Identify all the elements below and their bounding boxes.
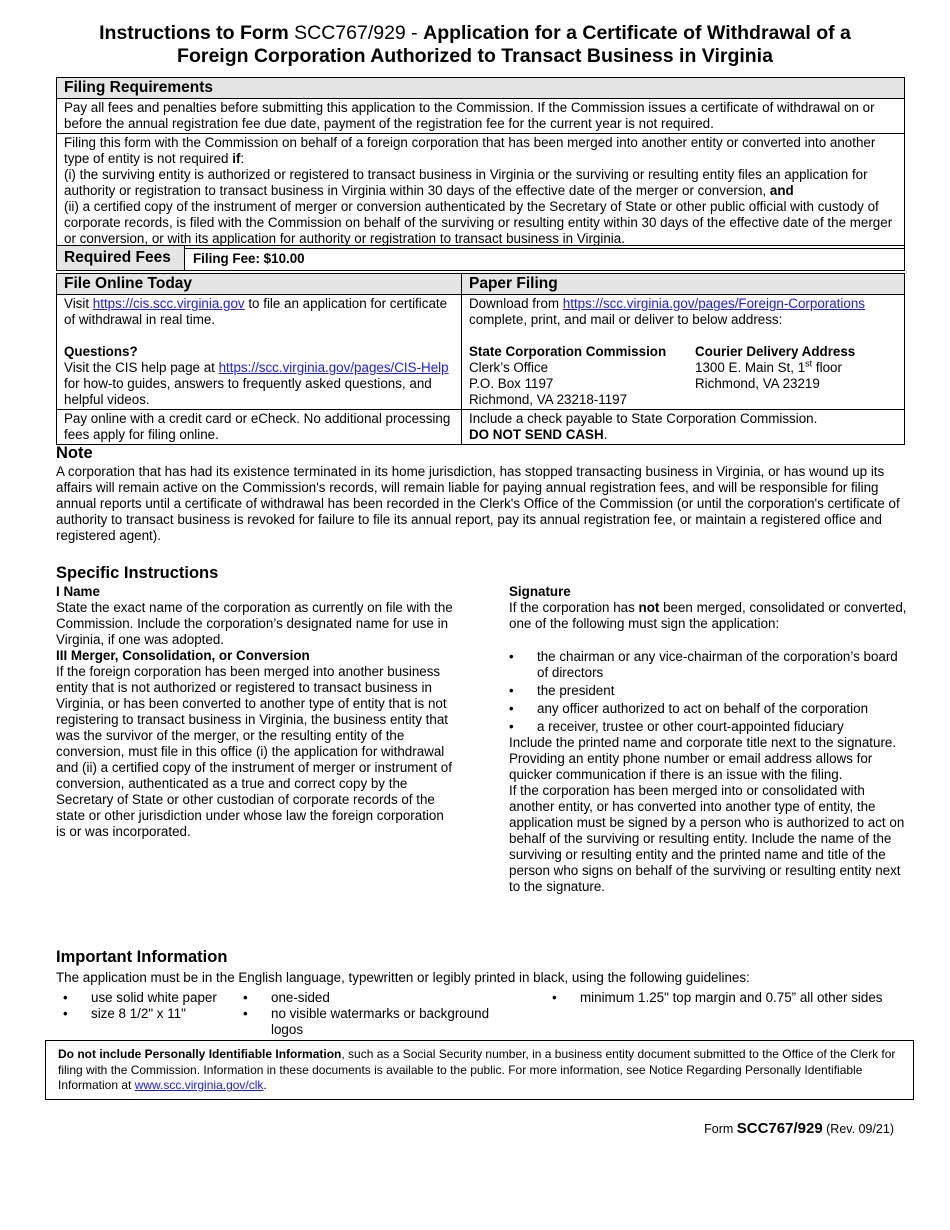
list-item: • minimum 1.25" top margin and 0.75” all other sides	[552, 990, 912, 1006]
list-item: • no visible watermarks or background logos	[243, 1006, 508, 1038]
merger-exemption-paragraph: Filing this form with the Commission on behalf of a foreign corporation that has been merged into another entity or converted into another type of entity is not required if: (i) the surviving entity is authorized or registered to transact business in Virginia or the surviving or resulting entity files an application for authority or registration to transact business in Virginia within 30 days of the effective date of the merger or conversion, and (ii) a certified copy of the instrument of merger or conversion authenticated by the Secretary of State or other public official with custody of corporate records, is filed with the Commission on behalf of the surviving or resulting entity within 30 days of the effective date of the merger or conversion, or with its application for authority or registration to transact business in Virginia.	[57, 134, 905, 249]
signer-list	[509, 649, 909, 735]
signature-merged-text: If the corporation has been merged into or consolidated with another entity, or has converted into another type of entity, the application must be signed by a person who is authorized to act on behalf of the surviving or resulting entity. Include the name of the surviving or resulting entity and the printed name and title of the person who signs on behalf of the surviving or resulting entity next to the signature.	[509, 783, 905, 894]
guidelines-list-3	[552, 990, 912, 1006]
filing-methods-table	[56, 273, 905, 445]
form-footer: Form SCC767/929 (Rev. 09/21)	[704, 1120, 894, 1137]
specific-left-column	[56, 584, 456, 840]
filing-requirements-header: Filing Requirements	[57, 78, 905, 99]
questions-title: Questions?	[64, 344, 138, 359]
required-fees-label: Required Fees	[57, 246, 185, 271]
form-number: SCC767/929 -	[294, 22, 424, 44]
cis-help-link[interactable]: https://scc.virginia.gov/pages/CIS-Help	[218, 360, 449, 375]
filing-fee: Filing Fee: $10.00	[185, 246, 905, 271]
cis-link[interactable]: https://cis.scc.virginia.gov	[92, 296, 245, 311]
signature-intro: If the corporation has not been merged, consolidated or converted, one of the following must sign the application:	[509, 600, 907, 631]
guidelines-list-1	[63, 990, 243, 1022]
important-information-text: The application must be in the English language, typewritten or legibly printed in black, using the following guidelines:	[56, 970, 750, 985]
file-online-details: Visit https://cis.scc.virginia.gov to file an application for certificate of withdrawal in real time. Questions? Visit the CIS help page at https://scc.virginia.gov/pages/CIS-Help for how-to guides, answers to frequently asked questions, and helpful videos.	[57, 295, 462, 410]
signature-section-title: Signature	[509, 584, 571, 599]
page-title: Instructions to Form SCC767/929 - Application for a Certificate of Withdrawal of a Foreign Corporation Authorized to Transact Business in Virginia	[99, 22, 851, 67]
required-fees-table	[56, 245, 905, 271]
name-section-text: State the exact name of the corporation as currently on file with the Commission. Include the corporation’s designated name for use in Virginia, if one was adopted.	[56, 600, 453, 647]
courier-address: Courier Delivery Address 1300 E. Main St, 1st floor Richmond, VA 23219	[695, 344, 856, 391]
list-item: • the president	[509, 683, 909, 699]
specific-right-column	[509, 584, 909, 895]
name-section-title: I Name	[56, 584, 100, 599]
list-item: • use solid white paper	[63, 990, 243, 1006]
online-payment-info: Pay online with a credit card or eCheck. No additional processing fees apply for filing online.	[57, 410, 462, 445]
merger-section-title: III Merger, Consolidation, or Conversion	[56, 648, 310, 663]
file-online-header: File Online Today	[57, 274, 462, 295]
pii-notice: Do not include Personally Identifiable Information, such as a Social Security number, in a business entity document submitted to the Office of the Clerk for filing with the Commission. Information in these documents is available to the public. For more information, see Notice Regarding Personally Identifiable Information at www.scc.virginia.gov/clk.	[45, 1040, 914, 1100]
guidelines-list-2	[243, 990, 508, 1038]
clerk-link[interactable]: www.scc.virginia.gov/clk	[134, 1078, 264, 1092]
fees-paragraph: Pay all fees and penalties before submitting this application to the Commission. If the Commission issues a certificate of withdrawal on or before the annual registration fee due date, payment of the registration fee for the current year is not required.	[57, 99, 905, 134]
paper-filing-header: Paper Filing	[462, 274, 905, 295]
list-item: • the chairman or any vice-chairman of the corporation’s board of directors	[509, 649, 909, 681]
important-information-header: Important Information	[56, 948, 228, 966]
list-item: • a receiver, trustee or other court-appointed fiduciary	[509, 719, 909, 735]
paper-payment-info: Include a check payable to State Corporation Commission. DO NOT SEND CASH.	[462, 410, 905, 445]
paper-filing-details: Download from https://scc.virginia.gov/pages/Foreign-Corporations complete, print, and mail or deliver to below address: State Corporation Commission Clerk’s Office P.O. Box 1197 Richmond, VA 23218-1197 Courier Delivery Address 1300 E. Main St, 1st floor Richmond, VA 23219	[462, 295, 905, 410]
foreign-corporations-link[interactable]: https://scc.virginia.gov/pages/Foreign-Corporations	[562, 296, 865, 311]
signature-printed-name-text: Include the printed name and corporate title next to the signature. Providing an entity phone number or email address allows for quicker communication if there is an issue with the filing.	[509, 735, 897, 782]
note-text: A corporation that has had its existence terminated in its home jurisdiction, has stopped transacting business in Virginia, or has wound up its affairs will remain active on the Commission's records, will remain liable for paying annual registration fees, and will be responsible for filing annual reports until a certificate of withdrawal has been recorded in the Clerk's Office of the Commission (or until the corporation's certificate of authority to transact business is revoked for failure to file its annual report, pay its annual registration fee, or maintain a registered office and registered agent).	[56, 464, 900, 543]
list-item: • size 8 1/2" x 11"	[63, 1006, 243, 1022]
merger-section-text: If the foreign corporation has been merged into another business entity that is not authorized or registered to transact business in Virginia, or has been converted to another type of entity that is not registering to transact business in Virginia, the business entity that was the survivor of the merger, or the resulting entity of the conversion, must file in this office (i) the application for withdrawal and (ii) a certified copy of the instrument of merger or instrument of conversion, authenticated as a true and correct copy by the Secretary of State or other custodian of corporate records of the state or other jurisdiction under whose law the foreign corporation is or was incorporated.	[56, 664, 452, 839]
note-header: Note	[56, 444, 93, 462]
filing-requirements-table	[56, 77, 905, 249]
specific-instructions-header: Specific Instructions	[56, 564, 219, 582]
mailing-address: State Corporation Commission Clerk’s Office P.O. Box 1197 Richmond, VA 23218-1197	[469, 344, 667, 407]
list-item: • one-sided	[243, 990, 508, 1006]
list-item: • any officer authorized to act on behalf of the corporation	[509, 701, 909, 717]
